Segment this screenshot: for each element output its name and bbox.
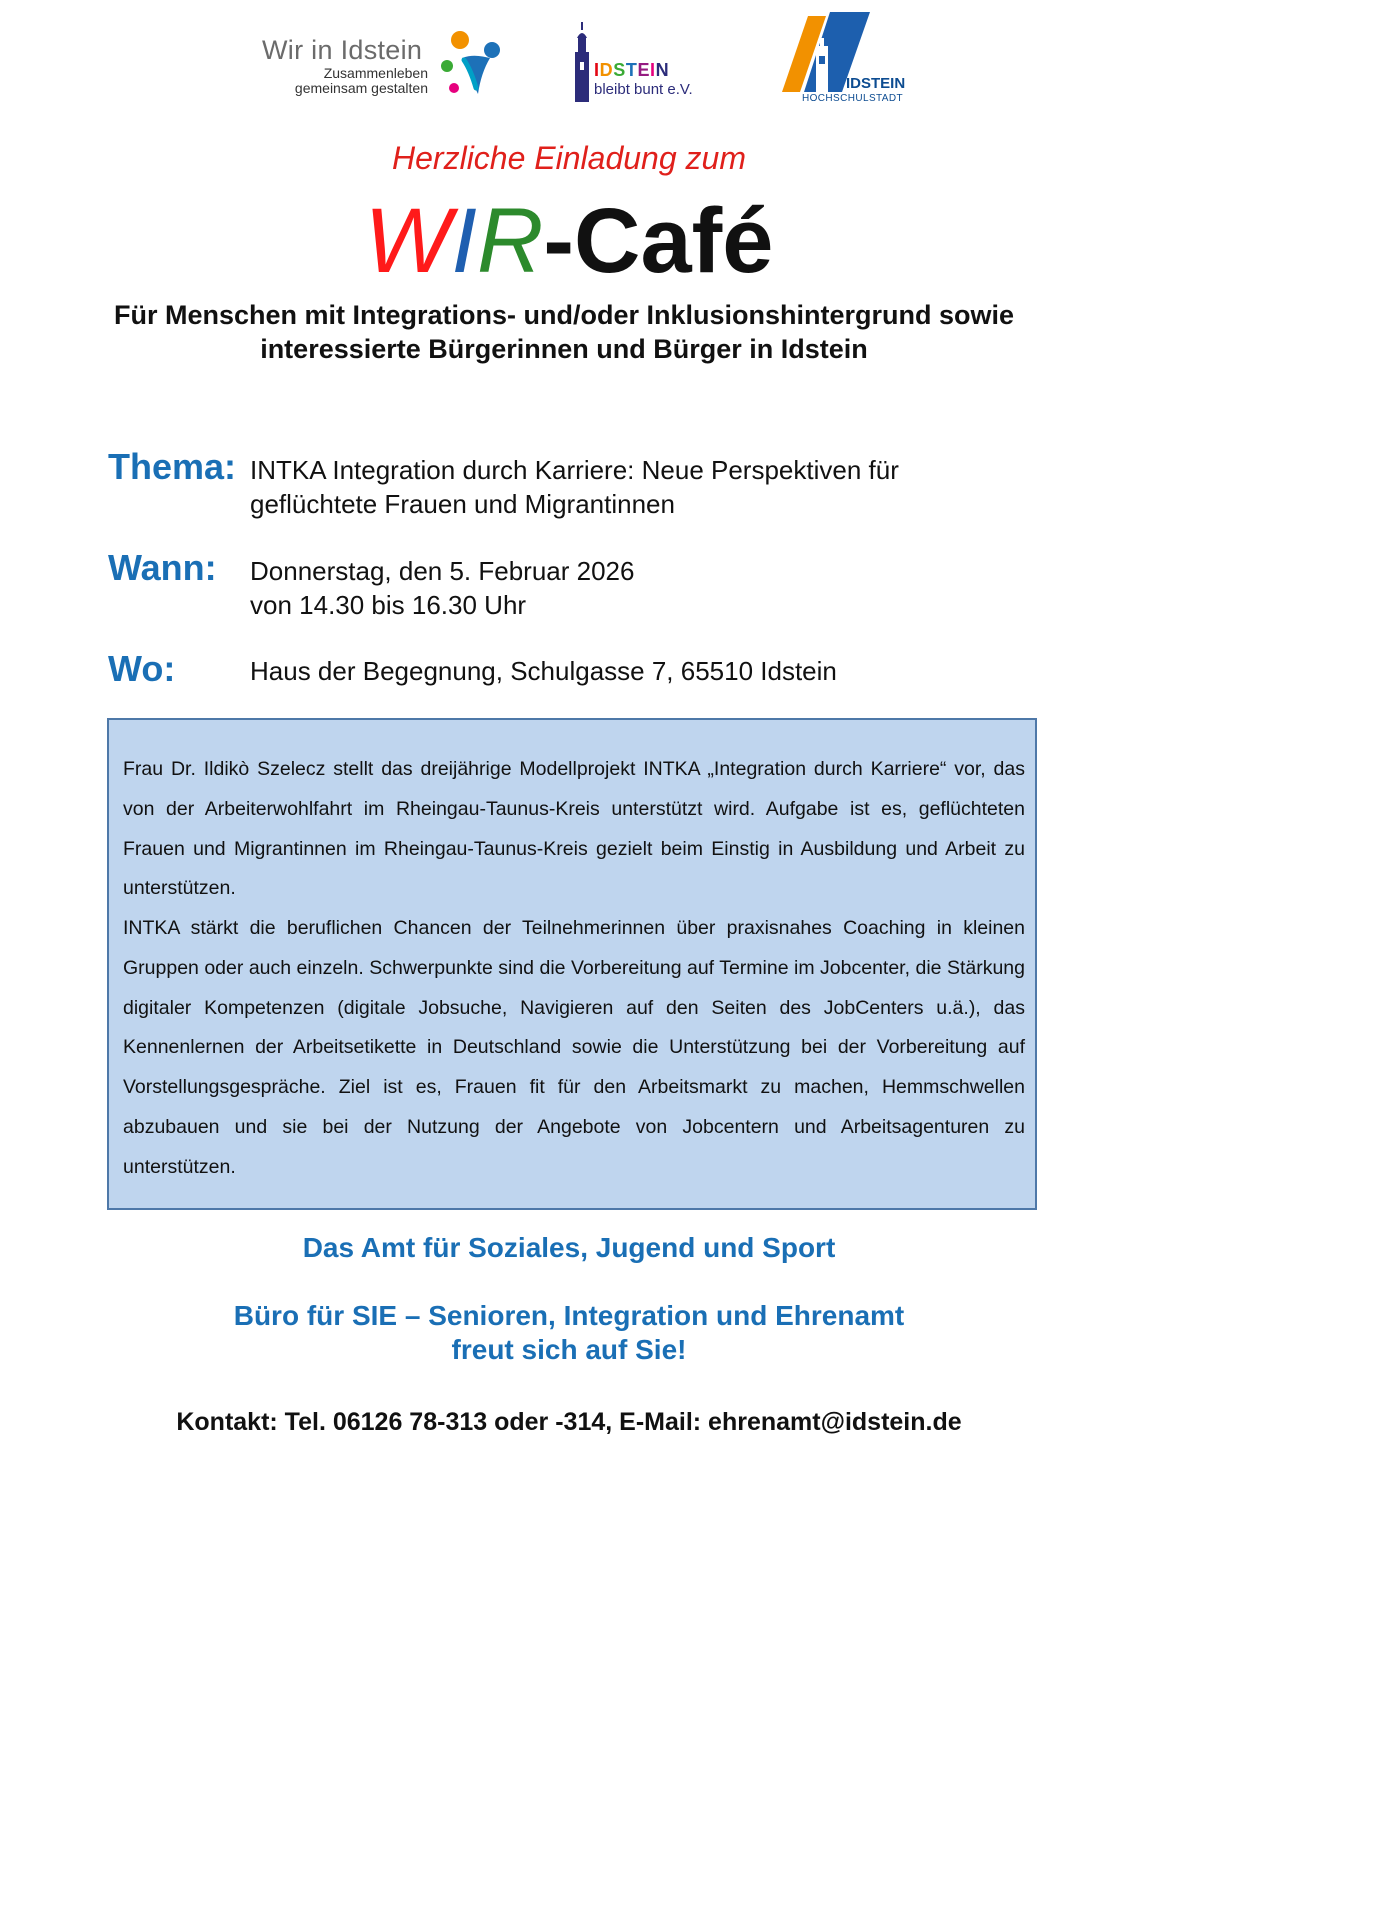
title-letter-i: I xyxy=(451,190,477,292)
info-paragraph-2: INTKA stärkt die beruflichen Chancen der Teilnehmerinnen über praxisnahes Coaching in kleinen Gruppen oder auch einzeln. Schwerpunkte sind die Vorbereitung auf Termine im Jobcenter, die Stärkung digitaler Kompetenzen (digitale Jobsuche, Navigieren auf den Seiten des JobCenters u.ä.), das Kennenlernen der Arbeitsetikette in Deutschland sowie die Unterstützung bei der Vorbereitung auf Vorstellungsgespräche. Ziel ist es, Frauen fit für den Arbeitsmarkt zu machen, Hemmschwellen abzubauen und sie bei der Nutzung der Angebote von Jobcentern und Arbeitsagenturen zu unterstützen. xyxy=(123,917,1025,1178)
wir-in-idstein-logo xyxy=(260,28,510,108)
wir-cafe-title xyxy=(0,186,1138,296)
hs-logo-name: IDSTEIN xyxy=(846,75,906,92)
wann-label: Wann: xyxy=(108,547,217,588)
wann-line-1: Donnerstag, den 5. Februar 2026 xyxy=(250,556,635,586)
thema-value xyxy=(250,453,1050,521)
audience-text: Für Menschen mit Integrations- und/oder Inklusionshintergrund sowie interessierte Bürgerinnen und Bürger in Idstein xyxy=(113,300,1015,364)
invitation-line: Herzliche Einladung zum xyxy=(392,140,746,176)
thema-label: Thema: xyxy=(108,446,237,487)
welcome-line: freut sich auf Sie! xyxy=(451,1334,687,1365)
info-box xyxy=(107,718,1037,1210)
idstein-bleibt-bunt-logo xyxy=(566,22,726,112)
title-letter-w: W xyxy=(364,190,452,292)
wir-logo-title: Wir in Idstein xyxy=(262,35,423,65)
tower-icon xyxy=(572,22,592,102)
people-network-icon xyxy=(438,28,508,100)
wo-value xyxy=(250,654,1050,688)
wann-value xyxy=(250,554,1050,622)
thema-line-1: INTKA Integration durch Karriere: Neue Perspektiven für xyxy=(250,455,899,485)
title-letter-r: R xyxy=(476,190,544,292)
bunt-logo-name: IDSTEIN xyxy=(594,60,670,80)
wir-logo-subtitle: Zusammenleben gemeinsam gestalten xyxy=(294,65,428,96)
wo-line-1: Haus der Begegnung, Schulgasse 7, 65510 Idstein xyxy=(250,656,837,686)
hs-logo-subtitle: HOCHSCHULSTADT xyxy=(802,93,903,104)
bunt-logo-subtitle: bleibt bunt e.V. xyxy=(594,81,693,98)
wo-label: Wo: xyxy=(108,648,176,689)
department-line: Das Amt für Soziales, Jugend und Sport xyxy=(302,1232,836,1263)
office-line: Büro für SIE – Senioren, Integration und Ehrenamt xyxy=(233,1300,905,1331)
wann-line-2: von 14.30 bis 16.30 Uhr xyxy=(250,590,527,620)
thema-line-2: geflüchtete Frauen und Migrantinnen xyxy=(250,489,675,519)
contact-line: Kontakt: Tel. 06126 78-313 oder -314, E-Mail: ehrenamt@idstein.de xyxy=(176,1408,962,1436)
title-cafe: -Café xyxy=(543,190,774,292)
info-paragraph-1: Frau Dr. Ildikò Szelecz stellt das dreijährige Modellprojekt INTKA „Integration durch Karriere“ vor, das von der Arbeiterwohlfahrt im Rheingau-Taunus-Kreis unterstützt wird. Aufgabe ist es, geflüchteten Frauen und Migrantinnen im Rheingau-Taunus-Kreis gezielt beim Einstig in Ausbildung und Arbeit zu unterstützen. xyxy=(123,758,1025,900)
idstein-hochschulstadt-logo xyxy=(778,8,918,108)
